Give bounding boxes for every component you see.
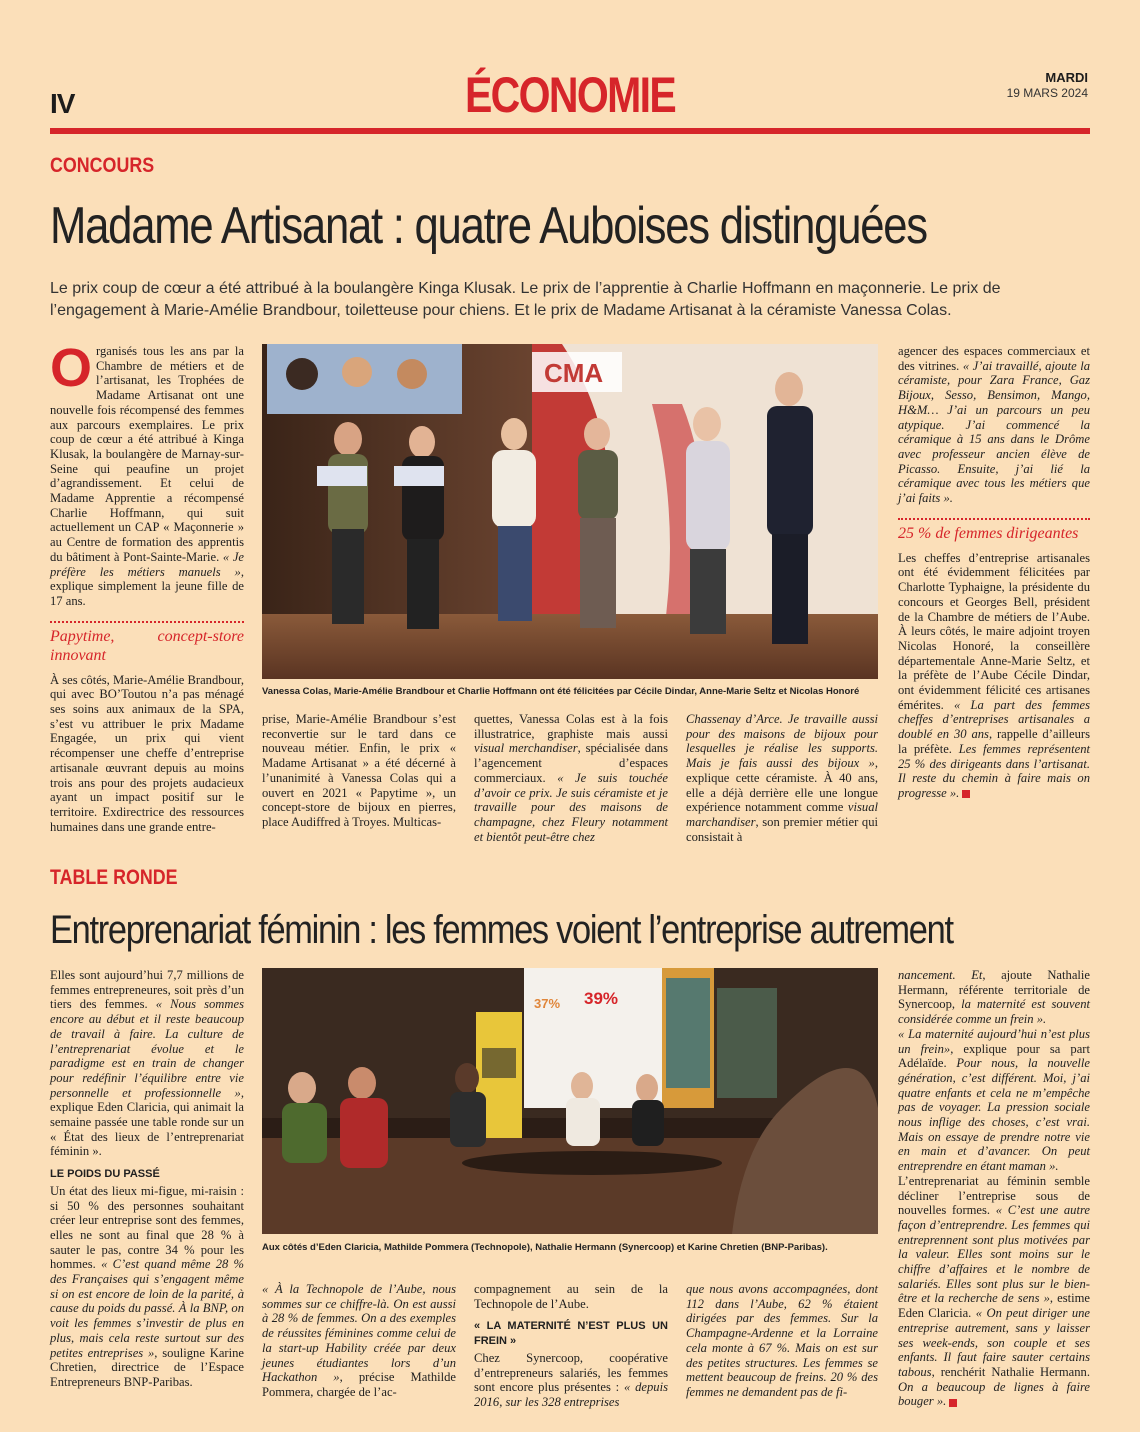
text-run: quettes, Vanessa Colas est à la fois illustratrice, graphiste mais aussi xyxy=(474,712,668,741)
text-run: , explique cette céramiste. À 40 ans, elle a déjà derrière elle une longue expérience notamment comme xyxy=(686,756,878,815)
article1-paragraph-3: prise, Marie-Amélie Brandbour s’est reconvertie sur le tard dans ce nouveau métier. Enfin, le prix « Madame Artisanat » a été décerné à l’unanimité à Vanessa Colas qui a ouvert en 2021 « Papytime », un concept-store de bijoux en pierres, place Audiffred à Troyes. Multicas- xyxy=(262,712,456,829)
article1-paragraph: rganisés tous les ans par la Chambre de métiers et de l’artisanat, les Trophées de Madame Artisanat ont une nouvelle fois récompensé des femmes aux parcours exemplaires. Le prix coup de cœur a été attribué à Kinga Klusak, la boulangère de Marnay-sur-Seine qui peaufine un projet d’agrandissement. Et celui de Madame Apprentie a récompensé Charlie Hoffmann, qui suit actuellement un CAP « Maçonnerie » au Centre de formation des apprentis du bâtiment à Pont-Sainte-Marie. xyxy=(50,344,244,564)
article1-column-5 xyxy=(898,344,1090,801)
text-run-italic: « depuis 2016, sur les 328 entreprises xyxy=(474,1380,668,1409)
text-run-italic: « La part des femmes cheffes d’entreprises artisanales a doublé en 30 ans xyxy=(898,697,1090,742)
text-run-italic: « À la Technopole de l’Aube, nous sommes sur ce chiffre-là. On est aussi à 28 % de femmes. On a des exemples de réussites féminines comme celui de la start-up Hability créée par deux jeunes étudiantes lors d’un Hackathon » xyxy=(262,1282,456,1385)
article2-subhead-poids: LE POIDS DU PASSÉ xyxy=(50,1168,160,1181)
text-run-italic: « C’est une autre façon d’entreprendre. Les femmes qui entreprennent sont plus motivées par la valeur. Elles sont moins sur le chiffre d’affaires et le nombre de salariés. Elles sont plus sur le bien-être et la recherche de sens » xyxy=(898,1203,1091,1306)
text-run-italic: « On peut diriger une entreprise autrement, sans y laisser ses week-ends, son couple et ses enfants. Il faut faire sauter certains tabous xyxy=(898,1306,1090,1379)
text-run: Elles sont aujourd’hui 7,7 millions de femmes entrepreneures, soit près d’un tiers des femmes. xyxy=(50,968,244,1012)
article2-column-4 xyxy=(686,1282,878,1400)
text-run-italic: Pour nous, la nouvelle génération, c’est différent. Moi, j’ai quatre enfants et cela ne m’empêche pas de voyager. La pression sociale nous inflige des choses, c’est vrai. Mais on essaye de prendre notre vie en main et d’avancer. On peut entreprendre en étant maman ». xyxy=(898,1056,1090,1174)
text-run: L’entreprenariat au féminin semble décliner l’entreprise sous de nouvelles formes. xyxy=(898,1173,1090,1218)
article1-paragraph-end: , explique simplement la jeune fille de 17 ans. xyxy=(50,564,244,608)
text-run: , estime Eden Claricia. xyxy=(898,1291,1090,1321)
text-run-italic: « Nous sommes encore au début et il reste beaucoup de travail à faire. La culture de l’entreprenariat évolue et le paradigme est en train de changer pour redéfinir l’équilibre entre vie personnelle et professionnelle » xyxy=(50,997,244,1100)
text-run-italic: On a beaucoup de lignes à faire bouger ». xyxy=(898,1379,1090,1409)
article1-title: Madame Artisanat : quatre Auboises distinguées xyxy=(50,197,927,255)
text-run: , explique Eden Claricia, qui animait la semaine passée une table ronde sur un « État des lieux de l’entreprenariat féminin ». xyxy=(50,1085,244,1159)
article2-title: Entreprenariat féminin : les femmes voient l’entreprise autrement xyxy=(50,908,953,952)
article1-kicker: CONCOURS xyxy=(50,154,155,177)
end-mark xyxy=(949,1399,957,1407)
text-run: agencer des espaces commerciaux et des vitrines. xyxy=(898,344,1090,373)
article2-column-1 xyxy=(50,968,244,1390)
issue-day: MARDI xyxy=(1045,70,1088,85)
article1-photo-caption: Vanessa Colas, Marie-Amélie Brandbour et Charlie Hoffmann ont été félicitées par Cécile Dindar, Anne-Marie Seltz et Nicolas Honoré xyxy=(262,686,860,697)
article1-column-2 xyxy=(262,712,456,830)
text-run-italic: que nous avons accompagnées, dont 112 dans l’Aube, 62 % étaient dirigées par des femmes. Sur la Champagne-Ardenne et la Lorraine cela monte à 67 %. Mais on est sur des petites structures. Les femmes se mettent beaucoup de freins. 20 % des femmes ne demandent pas de fi- xyxy=(686,1282,878,1399)
text-run: , son premier métier qui consistait à xyxy=(686,814,878,844)
article2-subhead-maternite: « LA MATERNITÉ N’EST PLUS UN FREIN » xyxy=(474,1320,668,1348)
svg-text:37%: 37% xyxy=(534,996,561,1011)
article2-column-3 xyxy=(474,1282,668,1410)
svg-text:CMA: CMA xyxy=(544,358,604,388)
header-rule xyxy=(50,128,1090,134)
end-mark xyxy=(962,790,970,798)
text-run: compagnement au sein de la Technopole de l’Aube. xyxy=(474,1282,668,1311)
text-run: , explique pour sa part Adélaïde. xyxy=(898,1041,1090,1071)
text-run: , ajoute Nathalie Hermann, référente territoriale de Synercoop, xyxy=(898,968,1090,1012)
article1-intertitle-papytime: Papytime, concept-store innovant xyxy=(50,627,244,664)
text-run: , précise Mathilde Pommera, chargée de l’ac- xyxy=(262,1370,456,1399)
text-run-italic: « C’est quand même 28 % des Françaises qui s’engagent même si on est encore de loin de la parité, à cause du poids du passé. À la BNP, on voit les femmes s’investir de plus en plus, mais cela reste surtout sur des petites entreprises » xyxy=(50,1257,245,1360)
page-number: IV xyxy=(50,88,75,119)
svg-text:39%: 39% xyxy=(584,989,619,1008)
text-run-italic: « J’ai travaillé, ajoute la céramiste, pour Zara France, Gaz Bijoux, Sesso, Bensimon, Mango, H&M… J’ai un parcours un peu atypique. J’ai commencé la céramique à 15 ans dans le Drôme avec professeur ancien élève de Picasso. Ensuite, j’ai lié la céramique avec tous les métiers que j’ai faits ». xyxy=(898,358,1091,506)
text-run: , renchérit Nathalie Hermann. xyxy=(931,1364,1090,1379)
article1-chapeau: Le prix coup de cœur a été attribué à la boulangère Kinga Klusak. Le prix de l’apprentie à Charlie Hoffmann en maçonnerie. Le prix de l’engagement à Marie-Amélie Brandbour, toiletteuse pour chiens. Et le prix de Madame Artisanat à la céramiste Vanessa Colas. xyxy=(50,280,1001,319)
dropcap: O xyxy=(50,338,93,398)
text-run-italic: Chassenay d’Arce. Je travaille aussi pour des maisons de bijoux pour lesquelles je réalise les supports. Mais je fais aussi des bijoux » xyxy=(686,712,878,771)
text-run: Chez Synercoop, coopérative d’entrepreneurs salariés, les femmes sont encore plus présentes : xyxy=(474,1350,668,1395)
article1-intertitle-dirigeantes: 25 % de femmes dirigeantes xyxy=(898,524,1079,542)
text-run-italic: visual merchandiser xyxy=(474,741,578,756)
issue-date: 19 MARS 2024 xyxy=(1006,86,1088,100)
text-run-italic: Les femmes représentent 25 % des dirigeants dans l’artisanat. Il reste du chemin à faire mais on progresse ». xyxy=(898,741,1090,800)
text-run: , spécialisée dans l’agencement d’espaces commerciaux. xyxy=(474,741,668,785)
article1-column-1 xyxy=(50,338,244,834)
text-run-italic: la maternité est souvent considérée comme un frein ». xyxy=(898,997,1090,1027)
text-run: Un état des lieux mi-figue, mi-raisin : si 50 % des personnes souhaitant créer leur entreprise sont des femmes, elles ne sont au final que 28 % à sauter le pas, contre 34 % pour les hommes. xyxy=(50,1183,244,1272)
article2-column-2 xyxy=(262,1282,456,1400)
article1-photo xyxy=(262,344,878,679)
article1-column-3 xyxy=(474,712,668,844)
article1-column-4 xyxy=(686,712,878,844)
article2-column-5 xyxy=(898,968,1090,1409)
round-table-photo xyxy=(262,968,878,1234)
award-ceremony-photo xyxy=(262,344,878,679)
dotted-separator xyxy=(898,518,1090,520)
article1-quote: « Je préfère les métiers manuels » xyxy=(50,549,244,579)
dotted-separator xyxy=(50,621,244,623)
text-run: , rappelle d’ailleurs la préfète. xyxy=(898,727,1090,756)
text-run-italic: nancement. Et xyxy=(898,968,983,982)
text-run-italic: visual marchandiser xyxy=(686,800,878,829)
section-rubric: ÉCONOMIE xyxy=(464,67,676,123)
article2-photo-caption: Aux côtés d’Eden Claricia, Mathilde Pommera (Technopole), Nathalie Hermann (Synercoop) et Karine Chretien (BNP-Paribas). xyxy=(262,1242,828,1253)
article1-paragraph-2: À ses côtés, Marie-Amélie Brandbour, qui avec BO’Toutou n’a pas ménagé ses soins aux animaux de la SPA, s’est vu attribuer le prix Madame Engagée, un prix qui vient récompenser une cheffe d’entreprise artisanale œuvrant depuis au moins trois ans pour des projets audacieux ayant un impact positif sur le territoire. Exdirectrice des ressources humaines dans une grande entre- xyxy=(50,672,244,834)
text-run: Les cheffes d’entreprise artisanales ont été évidemment félicitées par Charlotte Typhaigne, la présidente du concours et Georges Bell, président de la Chambre de métiers de l’Aube. À leurs côtés, le maire adjoint troyen Nicolas Honoré, la conseillère départementale Anne-Marie Seltz, et la préfète de l’Aube Cécile Dindar, ont évidemment félicité ces artisanes émérites. xyxy=(898,550,1090,712)
article2-photo xyxy=(262,968,878,1234)
text-run-italic: « Je suis touchée d’avoir ce prix. Je suis céramiste et je travaille pour des maisons de champagne, chez Fleury notamment et bientôt peut-être chez xyxy=(474,770,668,844)
text-run-italic: « La maternité aujourd’hui n’est plus un frein» xyxy=(898,1026,1090,1056)
article2-kicker: TABLE RONDE xyxy=(50,866,178,889)
text-run: , souligne Karine Chretien, directrice de l’Espace Entrepreneurs BNP-Paribas. xyxy=(50,1345,245,1389)
